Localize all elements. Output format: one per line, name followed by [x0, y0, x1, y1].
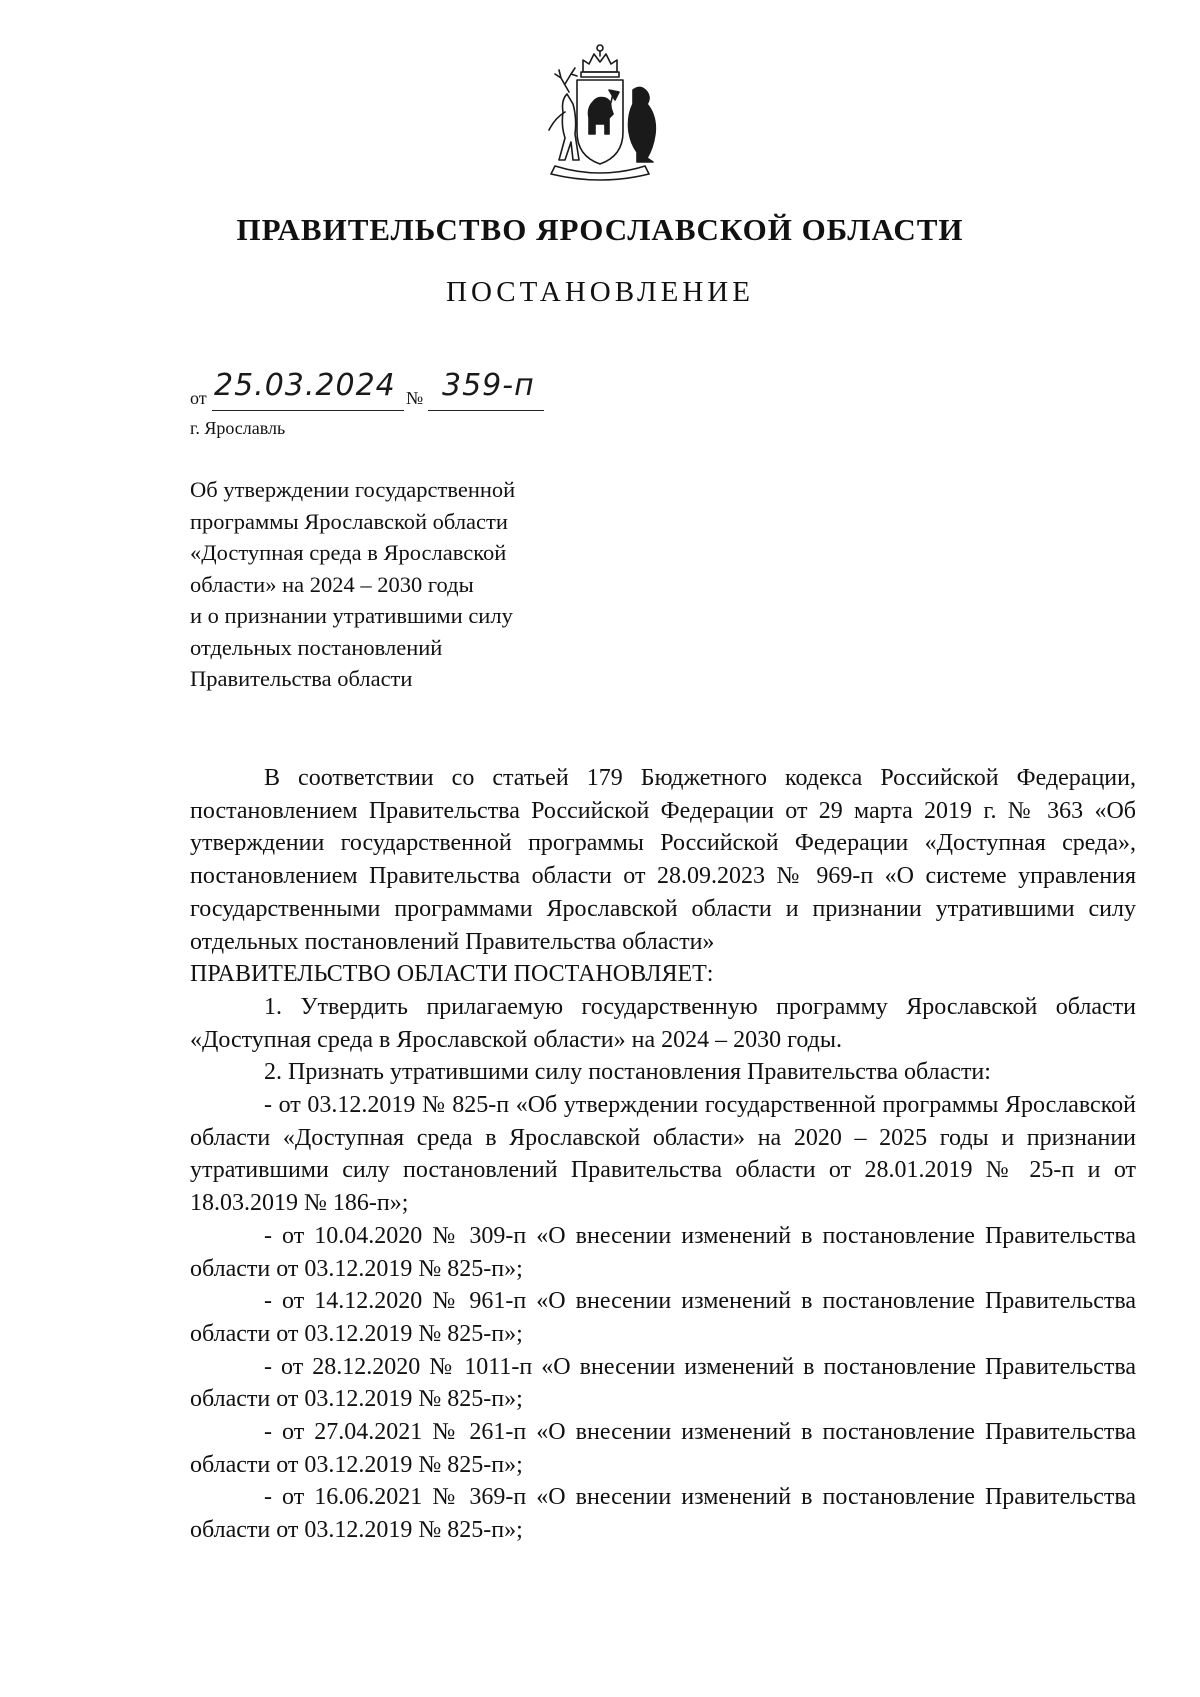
document-body	[190, 762, 1136, 1547]
subject-line: программы Ярославской области	[190, 508, 508, 534]
subject-line: отдельных постановлений	[190, 634, 443, 660]
subject-block	[190, 474, 620, 695]
subject-line: Правительства области	[190, 666, 413, 691]
date-prefix: от	[190, 388, 207, 408]
city-label: г. Ярославль	[190, 418, 286, 438]
number-underline	[428, 410, 544, 411]
repealed-item: - от 27.04.2021 № 261-п «О внесении изменений в постановление Правительства области от 03.12.2019 № 825-п»;	[190, 1419, 1136, 1478]
item-2-paragraph: 2. Признать утратившими силу постановления Правительства области:	[264, 1059, 991, 1086]
subject-line: области» на 2024 – 2030 годы	[190, 571, 474, 597]
repealed-item: - от 28.12.2020 № 1011-п «О внесении изменений в постановление Правительства области от 03.12.2019 № 825-п»;	[190, 1353, 1136, 1413]
handwritten-number: 359-п	[442, 368, 535, 403]
subject-line: «Доступная среда в Ярославской	[190, 540, 507, 565]
government-title: ПРАВИТЕЛЬСТВО ЯРОСЛАВСКОЙ ОБЛАСТИ	[236, 212, 964, 247]
number-prefix: №	[406, 388, 424, 408]
preamble-paragraph: В соответствии со статьей 179 Бюджетного кодекса Российской Федерации, постановлением Правительства Российской Федерации от 29 марта 2019 г. № 363 «Об утверждении государственной программы Российской Федерации «Доступная среда», постановлением Правительства области от 28.09.2023 № 969-п «О системе управления государственными программами Ярославской области и признании утратившими силу отдельных постановлений Правительства области»	[190, 765, 1136, 955]
repealed-item: - от 14.12.2020 № 961-п «О внесении изменений в постановление Правительства области от 03.12.2019 № 825-п»;	[190, 1288, 1136, 1347]
repealed-item: - от 16.06.2021 № 369-п «О внесении изменений в постановление Правительства области от 03.12.2019 № 825-п»;	[190, 1484, 1136, 1544]
document-type: ПОСТАНОВЛЕНИЕ	[446, 276, 754, 308]
subject-line: и о признании утратившими силу	[190, 603, 513, 628]
resolves-heading: ПРАВИТЕЛЬСТВО ОБЛАСТИ ПОСТАНОВЛЯЕТ:	[190, 961, 714, 988]
subject-line: Об утверждении государственной	[190, 477, 516, 502]
date-underline	[212, 410, 404, 411]
item-1-paragraph: 1. Утвердить прилагаемую государственную программу Ярославской области «Доступная среда в Ярославской области» на 2024 – 2030 годы.	[190, 993, 1136, 1053]
repealed-item: - от 03.12.2019 № 825-п «Об утверждении государственной программы Ярославской области «Доступная среда в Ярославской области» на 2020 – 2025 годы и признании утратившими силу постановлений Правительства области от 28.01.2019 № 25-п и от 18.03.2019 № 186-п»;	[190, 1092, 1136, 1217]
repealed-item: - от 10.04.2020 № 309-п «О внесении изменений в постановление Правительства области от 03.12.2019 № 825-п»;	[190, 1222, 1136, 1282]
coat-of-arms-emblem	[525, 34, 675, 184]
handwritten-date: 25.03.2024	[214, 368, 396, 403]
